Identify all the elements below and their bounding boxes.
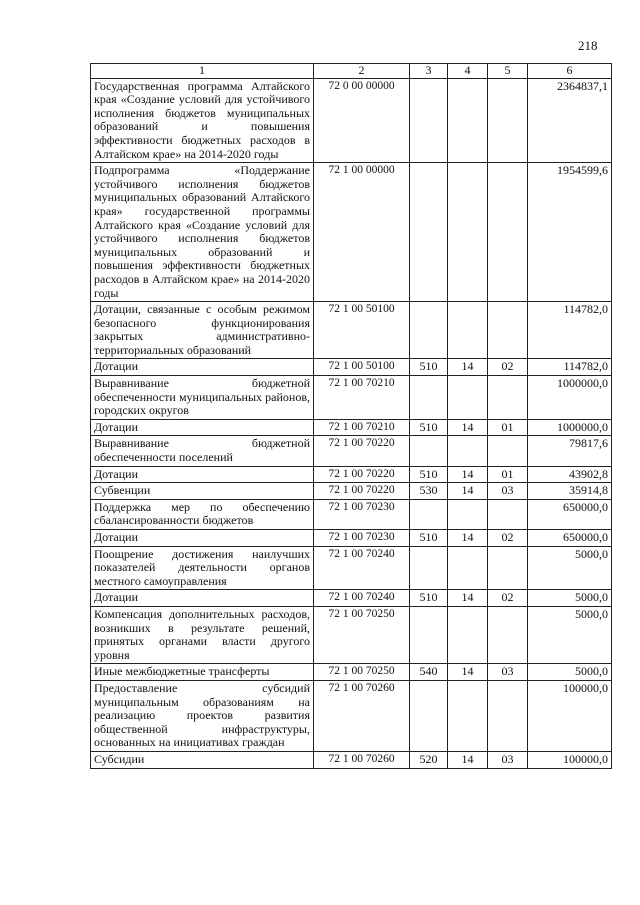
- table-row: [91, 78, 612, 163]
- row-col4: [448, 606, 488, 663]
- row-code: 72 1 00 70220: [314, 436, 410, 466]
- table-row: [91, 499, 612, 529]
- row-col5: 01: [488, 419, 528, 436]
- table-row: [91, 751, 612, 768]
- row-code: 72 1 00 50100: [314, 302, 410, 359]
- row-col5: [488, 436, 528, 466]
- row-col3: [410, 546, 448, 590]
- table-row: [91, 163, 612, 302]
- row-name: Предоставление субсидий муниципальным образованиям на реализацию проектов развития общественной инфраструктуры, основанных на инициативах граждан: [91, 680, 314, 751]
- row-name: Дотации: [91, 590, 314, 607]
- column-header: 3: [410, 64, 448, 79]
- row-name: Поощрение достижения наилучших показателей деятельности органов местного самоуправления: [91, 546, 314, 590]
- table-row: [91, 359, 612, 376]
- column-header: 1: [91, 64, 314, 79]
- row-code: 72 1 00 70210: [314, 376, 410, 420]
- row-col3: 510: [410, 530, 448, 547]
- table-body: [91, 78, 612, 768]
- row-col5: 02: [488, 530, 528, 547]
- row-name: Дотации: [91, 419, 314, 436]
- row-sum: 2364837,1: [528, 78, 612, 163]
- row-col5: [488, 78, 528, 163]
- row-col4: [448, 163, 488, 302]
- row-name: Государственная программа Алтайского края «Создание условий для устойчивого исполнения бюджетов муниципальных образований и повышения эффективности бюджетных расходов в Алтайском крае» на 2014-2020 годы: [91, 78, 314, 163]
- row-col4: [448, 78, 488, 163]
- row-col5: 03: [488, 664, 528, 681]
- table-row: [91, 664, 612, 681]
- row-code: 72 1 00 70210: [314, 419, 410, 436]
- row-name: Выравнивание бюджетной обеспеченности поселений: [91, 436, 314, 466]
- row-name: Субсидии: [91, 751, 314, 768]
- row-col4: 14: [448, 359, 488, 376]
- table-row: [91, 680, 612, 751]
- row-col5: 01: [488, 466, 528, 483]
- row-col3: 510: [410, 359, 448, 376]
- budget-table: [90, 63, 612, 769]
- row-sum: 114782,0: [528, 302, 612, 359]
- table-row: [91, 606, 612, 663]
- table-row: [91, 419, 612, 436]
- row-code: 72 1 00 70230: [314, 499, 410, 529]
- row-col4: [448, 376, 488, 420]
- row-sum: 5000,0: [528, 590, 612, 607]
- row-col4: 14: [448, 751, 488, 768]
- row-code: 72 1 00 50100: [314, 359, 410, 376]
- row-code: 72 1 00 70250: [314, 664, 410, 681]
- page-number: 218: [578, 38, 598, 53]
- column-header: 2: [314, 64, 410, 79]
- table-row: [91, 530, 612, 547]
- row-sum: 114782,0: [528, 359, 612, 376]
- row-col4: [448, 436, 488, 466]
- row-name: Дотации: [91, 359, 314, 376]
- row-col3: [410, 499, 448, 529]
- row-name: Подпрограмма «Поддержание устойчивого исполнения бюджетов муниципальных образований Алтайского края» государственной программы Алтайского края «Создание условий для устойчивого исполнения бюджетов муниципальных образований и повышения эффективности бюджетных расходов в Алтайском крае» на 2014-2020 годы: [91, 163, 314, 302]
- row-col5: [488, 499, 528, 529]
- row-sum: 79817,6: [528, 436, 612, 466]
- row-col5: 02: [488, 590, 528, 607]
- row-col4: 14: [448, 466, 488, 483]
- row-col3: 530: [410, 483, 448, 500]
- row-col3: [410, 680, 448, 751]
- row-col5: [488, 680, 528, 751]
- row-sum: 100000,0: [528, 751, 612, 768]
- row-code: 72 1 00 70230: [314, 530, 410, 547]
- row-col3: 520: [410, 751, 448, 768]
- table-row: [91, 302, 612, 359]
- row-code: 72 1 00 70260: [314, 680, 410, 751]
- row-code: 72 0 00 00000: [314, 78, 410, 163]
- row-sum: 1954599,6: [528, 163, 612, 302]
- column-header: 6: [528, 64, 612, 79]
- row-name: Дотации: [91, 530, 314, 547]
- row-col3: [410, 376, 448, 420]
- row-sum: 650000,0: [528, 499, 612, 529]
- row-col4: [448, 499, 488, 529]
- row-col3: [410, 302, 448, 359]
- row-col5: [488, 163, 528, 302]
- row-col3: 510: [410, 419, 448, 436]
- row-sum: 5000,0: [528, 606, 612, 663]
- table-header-row: [91, 64, 612, 79]
- row-name: Дотации: [91, 466, 314, 483]
- row-sum: 35914,8: [528, 483, 612, 500]
- row-col4: 14: [448, 590, 488, 607]
- table-row: [91, 483, 612, 500]
- table-row: [91, 436, 612, 466]
- row-name: Иные межбюджетные трансферты: [91, 664, 314, 681]
- row-col5: [488, 546, 528, 590]
- row-name: Компенсация дополнительных расходов, возникших в результате решений, принятых органами власти другого уровня: [91, 606, 314, 663]
- row-name: Субвенции: [91, 483, 314, 500]
- row-col3: 510: [410, 590, 448, 607]
- row-code: 72 1 00 00000: [314, 163, 410, 302]
- column-header: 4: [448, 64, 488, 79]
- row-col4: [448, 302, 488, 359]
- row-code: 72 1 00 70240: [314, 590, 410, 607]
- row-col4: 14: [448, 664, 488, 681]
- table-row: [91, 546, 612, 590]
- row-col3: [410, 436, 448, 466]
- row-col4: [448, 680, 488, 751]
- column-header: 5: [488, 64, 528, 79]
- row-col5: [488, 302, 528, 359]
- row-col3: 510: [410, 466, 448, 483]
- row-code: 72 1 00 70250: [314, 606, 410, 663]
- row-col4: 14: [448, 483, 488, 500]
- row-col4: [448, 546, 488, 590]
- row-col3: [410, 78, 448, 163]
- row-sum: 1000000,0: [528, 376, 612, 420]
- row-code: 72 1 00 70240: [314, 546, 410, 590]
- row-sum: 5000,0: [528, 546, 612, 590]
- row-sum: 43902,8: [528, 466, 612, 483]
- row-sum: 100000,0: [528, 680, 612, 751]
- row-col4: 14: [448, 419, 488, 436]
- row-sum: 1000000,0: [528, 419, 612, 436]
- row-col5: [488, 376, 528, 420]
- row-sum: 650000,0: [528, 530, 612, 547]
- row-col5: [488, 606, 528, 663]
- row-col5: 03: [488, 751, 528, 768]
- row-col5: 03: [488, 483, 528, 500]
- row-name: Дотации, связанные с особым режимом безопасного функционирования закрытых административно-территориальных образований: [91, 302, 314, 359]
- row-col4: 14: [448, 530, 488, 547]
- row-code: 72 1 00 70260: [314, 751, 410, 768]
- table-row: [91, 376, 612, 420]
- table-row: [91, 590, 612, 607]
- row-sum: 5000,0: [528, 664, 612, 681]
- row-name: Выравнивание бюджетной обеспеченности муниципальных районов, городских округов: [91, 376, 314, 420]
- row-name: Поддержка мер по обеспечению сбалансированности бюджетов: [91, 499, 314, 529]
- table-row: [91, 466, 612, 483]
- row-col5: 02: [488, 359, 528, 376]
- row-code: 72 1 00 70220: [314, 466, 410, 483]
- row-code: 72 1 00 70220: [314, 483, 410, 500]
- row-col3: [410, 606, 448, 663]
- row-col3: 540: [410, 664, 448, 681]
- row-col3: [410, 163, 448, 302]
